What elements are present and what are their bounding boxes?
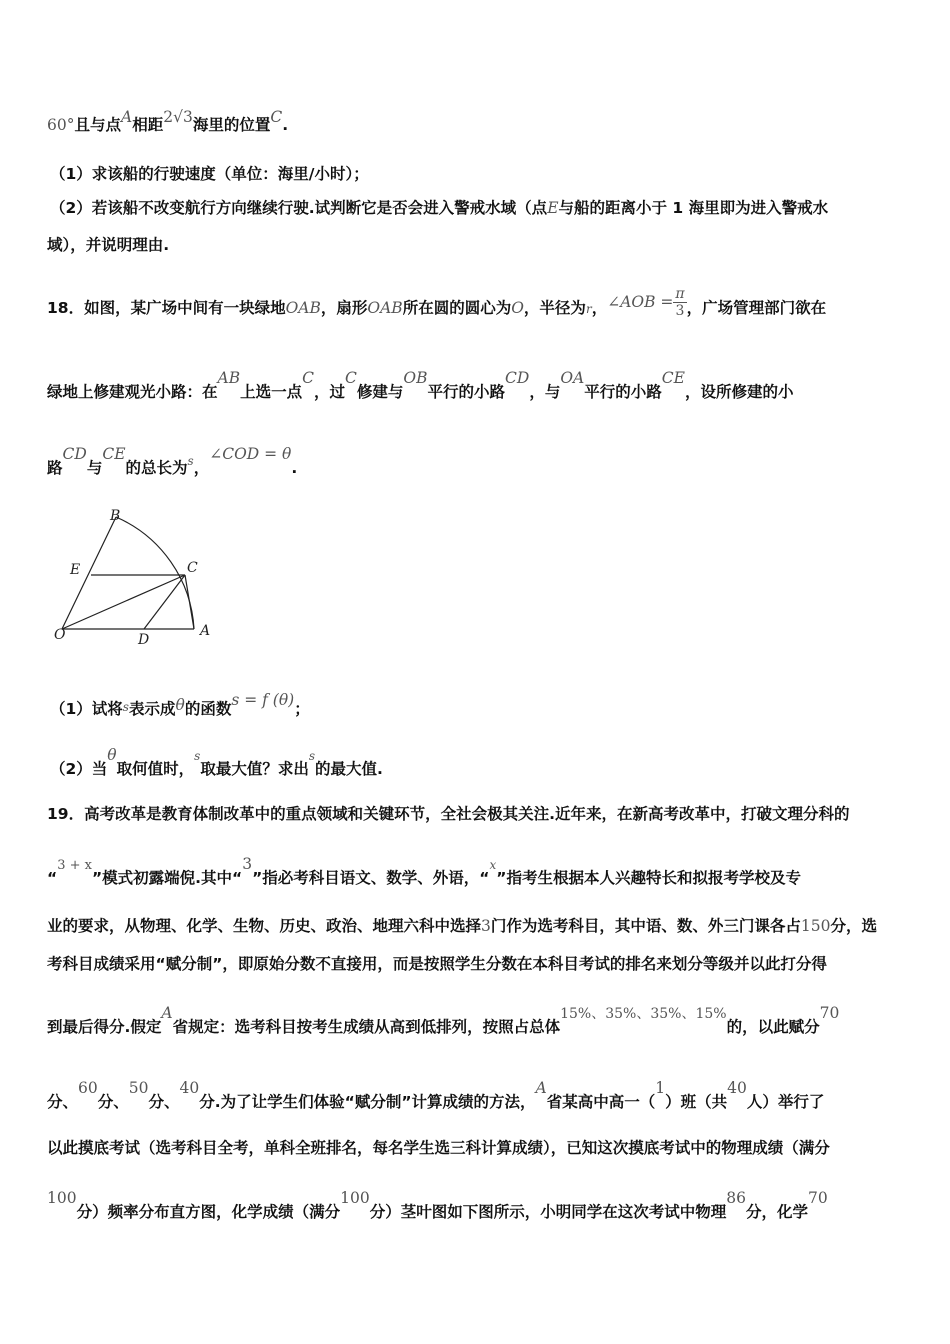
text: （2）当 <box>50 760 108 778</box>
text: ， <box>193 459 210 477</box>
math-CD: CD <box>62 445 87 463</box>
text: ； <box>294 700 310 718</box>
text: 分、 <box>47 1093 79 1111</box>
text: 的最大值. <box>315 760 383 778</box>
text: . <box>291 459 298 477</box>
p19-line-7: 以此摸底考试（选考科目全考，单科全班排名，每名学生选三科计算成绩），已知这次摸底考试中的物理成绩（满分 <box>47 1139 830 1157</box>
text: 分）频率分布直方图，化学成绩（满分 <box>76 1203 341 1221</box>
p18-question-1 <box>50 691 310 719</box>
p19-line-5 <box>47 1004 840 1037</box>
text: . <box>282 116 289 134</box>
p19-line-8 <box>47 1189 828 1222</box>
sector-figure <box>50 505 220 650</box>
text: 省规定：选考科目按考生成绩从高到低排列，按照占总体 <box>172 1018 561 1036</box>
text: ，与 <box>529 383 561 401</box>
math-CE: CE <box>102 445 126 463</box>
math-70: 70 <box>819 1004 840 1022</box>
p19-line-4: 考科目成绩采用“赋分制”，即原始分数不直接用，而是按照学生分数在本科目考试的排名来划分等级并以此打分得 <box>47 955 827 973</box>
text: ”模式初露端倪.其中“ <box>91 869 243 887</box>
text: 分，选 <box>830 917 878 935</box>
math-O: O <box>511 299 524 317</box>
math-150: 150 <box>800 917 831 935</box>
text: 与船的距离小于 1 海里即为进入警戒水 <box>558 199 829 217</box>
math-70: 70 <box>807 1189 828 1207</box>
arc-AB <box>116 517 194 629</box>
text: 所在圆的圆心为 <box>402 299 512 317</box>
math-s: s <box>187 454 194 468</box>
math-3-plus-x: 3 + x <box>57 858 92 873</box>
text: 18．如图，某广场中间有一块绿地 <box>47 299 286 317</box>
math-40: 40 <box>179 1079 200 1097</box>
text: ，扇形 <box>320 299 368 317</box>
math-angle-COD: ∠COD = θ <box>209 445 292 463</box>
math-r: r <box>585 302 592 316</box>
math-100: 100 <box>340 1189 370 1207</box>
text: 取何值时， <box>116 760 195 778</box>
text: 分.为了让学生们体验“赋分制”计算成绩的方法， <box>199 1093 536 1111</box>
label-D: D <box>138 632 150 648</box>
segment-CD <box>144 575 185 629</box>
math-OAB: OAB <box>285 299 321 317</box>
text: 省某高中高一（ <box>546 1093 656 1111</box>
p18-line-2 <box>47 369 794 402</box>
p17-question-2-line-2: 域），并说明理由. <box>47 236 170 254</box>
p18-question-2 <box>50 746 383 779</box>
math-1: 1 <box>655 1079 666 1097</box>
math-distance: 2√3 <box>163 108 193 126</box>
math-percentages: 15%、35%、35%、15% <box>560 1006 727 1022</box>
fraction-numerator: π <box>675 286 685 302</box>
text: 分，化学 <box>745 1203 808 1221</box>
label-A: A <box>200 623 211 639</box>
label-C: C <box>187 560 198 576</box>
p18-line-3 <box>47 445 298 478</box>
text: 上选一点 <box>240 383 303 401</box>
text: 路 <box>47 459 63 477</box>
p19-line-1: 19．高考改革是教育体制改革中的重点领域和关键环节，全社会极其关注.近年来，在新高考改革中，打破文理分科的 <box>47 805 850 823</box>
text: 相距 <box>132 116 164 134</box>
text: 修建与 <box>356 383 404 401</box>
text: “ <box>47 869 58 887</box>
segment-OC <box>62 575 185 629</box>
text: （2）若该船不改变航行方向继续行驶.试判断它是否会进入警戒水域（点 <box>50 199 548 217</box>
text: 的函数 <box>184 700 232 718</box>
math-point-A: A <box>121 108 133 126</box>
text: 平行的小路 <box>584 383 662 401</box>
text: 门作为选考科目，其中语、数、外三门课各占 <box>490 917 801 935</box>
math-A: A <box>535 1079 547 1097</box>
text: 分）茎叶图如下图所示，小明同学在这次考试中物理 <box>369 1203 727 1221</box>
math-OB: OB <box>403 369 428 387</box>
p19-line-3 <box>47 914 877 936</box>
math-AB: AB <box>217 369 241 387</box>
p17-question-1: （1）求该船的行驶速度（单位：海里/小时）； <box>50 165 369 183</box>
p18-line-1 <box>47 286 827 325</box>
text: 海里的位置 <box>192 116 271 134</box>
text: 的总长为 <box>125 459 188 477</box>
text: ”指必考科目语文、数学、外语，“ <box>252 869 490 887</box>
p17-question-2-line-1 <box>50 196 828 218</box>
math-A: A <box>161 1004 173 1022</box>
text: 平行的小路 <box>427 383 506 401</box>
math-theta: θ <box>175 696 185 714</box>
text: 与 <box>86 459 103 477</box>
math-CE: CE <box>661 369 685 387</box>
math-86: 86 <box>726 1189 746 1207</box>
text: ，半径为 <box>523 299 586 317</box>
fraction-denominator: 3 <box>675 303 685 319</box>
math-angle-60: 60° <box>47 116 75 134</box>
label-O: O <box>54 627 66 643</box>
math-40: 40 <box>727 1079 747 1097</box>
p17-intro-line <box>47 108 289 135</box>
text: ， <box>591 299 608 317</box>
math-theta: θ <box>107 746 117 764</box>
text: 表示成 <box>128 700 176 718</box>
p19-line-2 <box>47 855 801 888</box>
segment-C-to-A-side <box>185 575 194 629</box>
math-s: s <box>308 749 316 763</box>
label-E: E <box>70 562 81 578</box>
math-50: 50 <box>128 1079 149 1097</box>
text: ）班（共 <box>665 1093 728 1111</box>
math-C: C <box>302 369 314 387</box>
text: ，设所修建的小 <box>684 383 794 401</box>
math-s: s <box>122 700 129 714</box>
math-100: 100 <box>47 1189 77 1207</box>
text: （1）试将 <box>50 700 123 718</box>
math-function-s-f-theta: s = f (θ) <box>231 691 295 709</box>
math-60: 60 <box>78 1079 98 1097</box>
math-3: 3 <box>242 855 253 873</box>
math-fraction-pi-over-3 <box>673 286 686 319</box>
text: 业的要求，从物理、化学、生物、历史、政治、地理六科中选择 <box>47 917 482 935</box>
text: 绿地上修建观光小路：在 <box>47 383 218 401</box>
text: ”指考生根据本人兴趣特长和拟报考学校及专 <box>496 869 801 887</box>
text: ，广场管理部门欲在 <box>686 299 827 317</box>
text: 且与点 <box>74 116 121 134</box>
label-B: B <box>110 508 121 524</box>
math-angle-AOB: ∠AOB = <box>607 293 674 311</box>
math-C: C <box>345 369 357 387</box>
text: 分、 <box>148 1093 180 1111</box>
math-point-E: E <box>547 199 559 217</box>
text: 取最大值？求出 <box>200 760 309 778</box>
math-x: x <box>489 858 497 872</box>
math-CD: CD <box>505 369 530 387</box>
text: 到最后得分.假定 <box>47 1018 162 1036</box>
p19-line-6 <box>47 1079 825 1112</box>
text: 分、 <box>97 1093 129 1111</box>
math-3: 3 <box>481 917 491 935</box>
text: 人）举行了 <box>746 1093 825 1111</box>
math-OA: OA <box>560 369 585 387</box>
math-OAB: OAB <box>367 299 403 317</box>
text: 的，以此赋分 <box>726 1018 820 1036</box>
text: ，过 <box>314 383 346 401</box>
math-s: s <box>194 749 201 763</box>
math-point-C: C <box>270 108 283 126</box>
